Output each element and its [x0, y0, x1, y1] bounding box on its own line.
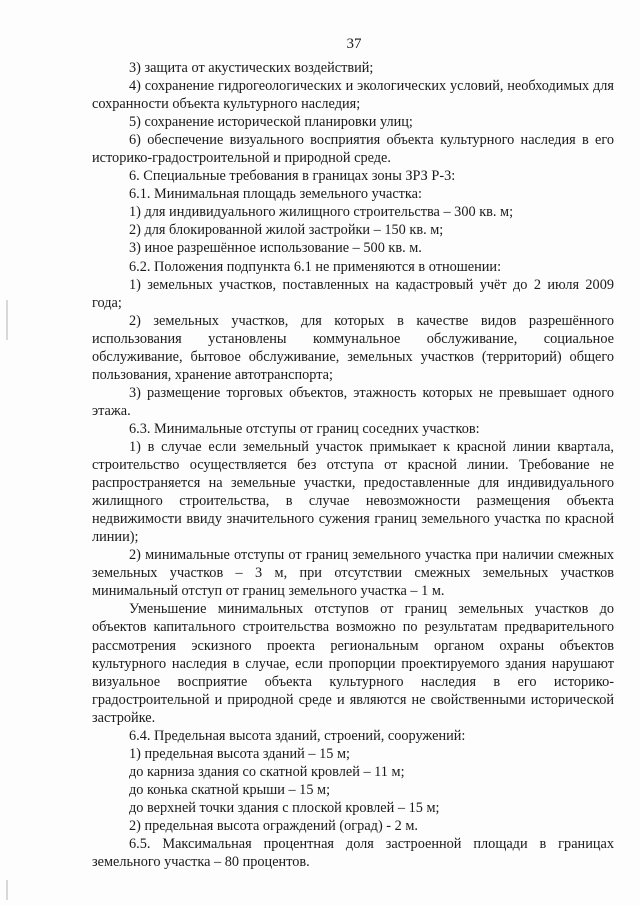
paragraph: 6) обеспечение визуального восприятия объекта культурного наследия в его историко-градостроительной и природной среде.	[92, 132, 614, 167]
scan-artifact	[6, 300, 8, 340]
paragraph: 1) земельных участков, поставленных на кадастровый учёт до 2 июля 2009 года;	[92, 276, 614, 311]
paragraph: 2) минимальные отступы от границ земельного участка при наличии смежных земельных участков – 3 м, при отсутствии смежных земельных участков минимальный отступ от границ земельного участка – 1 м.	[92, 547, 614, 600]
paragraph: 5) сохранение исторической планировки улиц;	[129, 114, 413, 131]
paragraph: 2) предельная высота ограждений (оград) - 2 м.	[129, 817, 418, 834]
paragraph: Уменьшение минимальных отступов от границ земельных участков до объектов капитального строительства возможно по результатам предварительного рассмотрения эскизного проекта региональным органом охраны объектов культурного наследия в случае, если пропорции проектируемого здания нарушают визуальное восприятие объекта культурного наследия в его историко-градостроительной и природной среде и являются не свойственными исторической застройке.	[92, 601, 614, 726]
paragraph: 3) иное разрешённое использование – 500 кв. м.	[129, 240, 422, 257]
subsection-heading: 6.4. Предельная высота зданий, строений, сооружений:	[129, 727, 466, 744]
paragraph: 1) для индивидуального жилищного строительства – 300 кв. м;	[129, 204, 514, 221]
paragraph: до верхней точки здания с плоской кровлей – 15 м;	[129, 799, 440, 816]
subsection-heading: 6.5. Максимальная процентная доля застроенной площади в границах земельного участка – 80 процентов.	[92, 836, 614, 871]
paragraph: до карниза здания со скатной кровлей – 11 м;	[129, 763, 405, 780]
section-heading: 6. Специальные требования в границах зоны ЗРЗ Р-3:	[129, 168, 456, 185]
paragraph: до конька скатной крыши – 15 м;	[129, 781, 331, 798]
subsection-heading: 6.1. Минимальная площадь земельного участка:	[129, 186, 422, 203]
scan-artifact	[6, 880, 8, 900]
paragraph: 1) предельная высота зданий – 15 м;	[129, 745, 351, 762]
paragraph: 3) защита от акустических воздействий;	[129, 60, 374, 76]
paragraph: 1) в случае если земельный участок примыкает к красной линии квартала, строительство осуществляется без отступа от красной линии. Требование не распространяется на земельные участки, предоставленные для индивидуального жилищного строительства, в случае невозможности размещения объекта недвижимости ввиду значительного сужения границ земельного участка по красной линии);	[92, 438, 614, 546]
paragraph: 2) для блокированной жилой застройки – 150 кв. м;	[129, 222, 444, 239]
paragraph: 3) размещение торговых объектов, этажность которых не превышает одного этажа.	[92, 384, 614, 419]
document-body	[92, 59, 614, 871]
page-number: 37	[346, 36, 362, 52]
subsection-heading: 6.3. Минимальные отступы от границ соседних участков:	[129, 420, 480, 437]
paragraph: 2) земельных участков, для которых в качестве видов разрешённого использования установлены коммунальное обслуживание, социальное обслуживание, бытовое обслуживание, земельных участков (территорий) общего пользования, хранение автотранспорта;	[92, 312, 614, 383]
paragraph: 4) сохранение гидрогеологических и экологических условий, необходимых для сохранности объекта культурного наследия;	[92, 78, 614, 113]
subsection-heading: 6.2. Положения подпункта 6.1 не применяются в отношении:	[129, 258, 502, 275]
